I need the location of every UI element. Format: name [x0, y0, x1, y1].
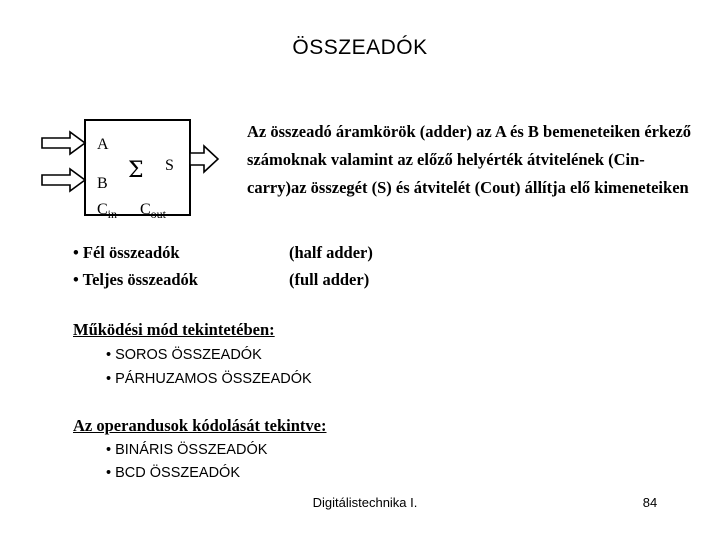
sigma-symbol: Σ: [128, 158, 144, 183]
adder-description: Az összeadó áramkörök (adder) az A és B bemeneteiken érkező számoknak valamint az előző helyérték átvitelének (Cin-carry)az összegét (S) és átvitelét (Cout) állítja elő kimeneteiken: [247, 122, 692, 197]
half-adder-item: • Fél összeadók: [73, 243, 180, 262]
input-b-arrow: [42, 169, 85, 191]
half-adder-english: (half adder): [289, 243, 373, 262]
page-number: 84: [642, 495, 658, 510]
input-a-label: A: [97, 136, 109, 153]
output-s-arrow: [190, 146, 218, 172]
carry-out-label: $C_{out}$: [140, 201, 167, 221]
serial-adders-item: • SOROS ÖSSZEADÓK: [106, 347, 262, 363]
carry-in-label: $C_{in}$: [97, 201, 118, 221]
footer-course-label: Digitálistechnika I.: [312, 495, 418, 510]
binary-adders-item: • BINÁRIS ÖSSZEADÓK: [106, 442, 268, 458]
full-adder-english: (full adder): [289, 270, 370, 289]
full-adder-item: • Teljes összeadók: [73, 270, 198, 289]
sum-output-label: S: [165, 157, 174, 174]
parallel-adders-item: • PÁRHUZAMOS ÖSSZEADÓK: [106, 371, 312, 387]
input-a-arrow: [42, 132, 85, 154]
operand-encoding-heading: Az operandusok kódolását tekintve:: [73, 416, 327, 435]
bcd-adders-item: • BCD ÖSSZEADÓK: [106, 465, 240, 481]
operation-mode-heading: Működési mód tekintetében:: [73, 320, 275, 339]
page-title: ÖSSZEADÓK: [292, 36, 428, 59]
input-b-label: B: [97, 175, 108, 192]
